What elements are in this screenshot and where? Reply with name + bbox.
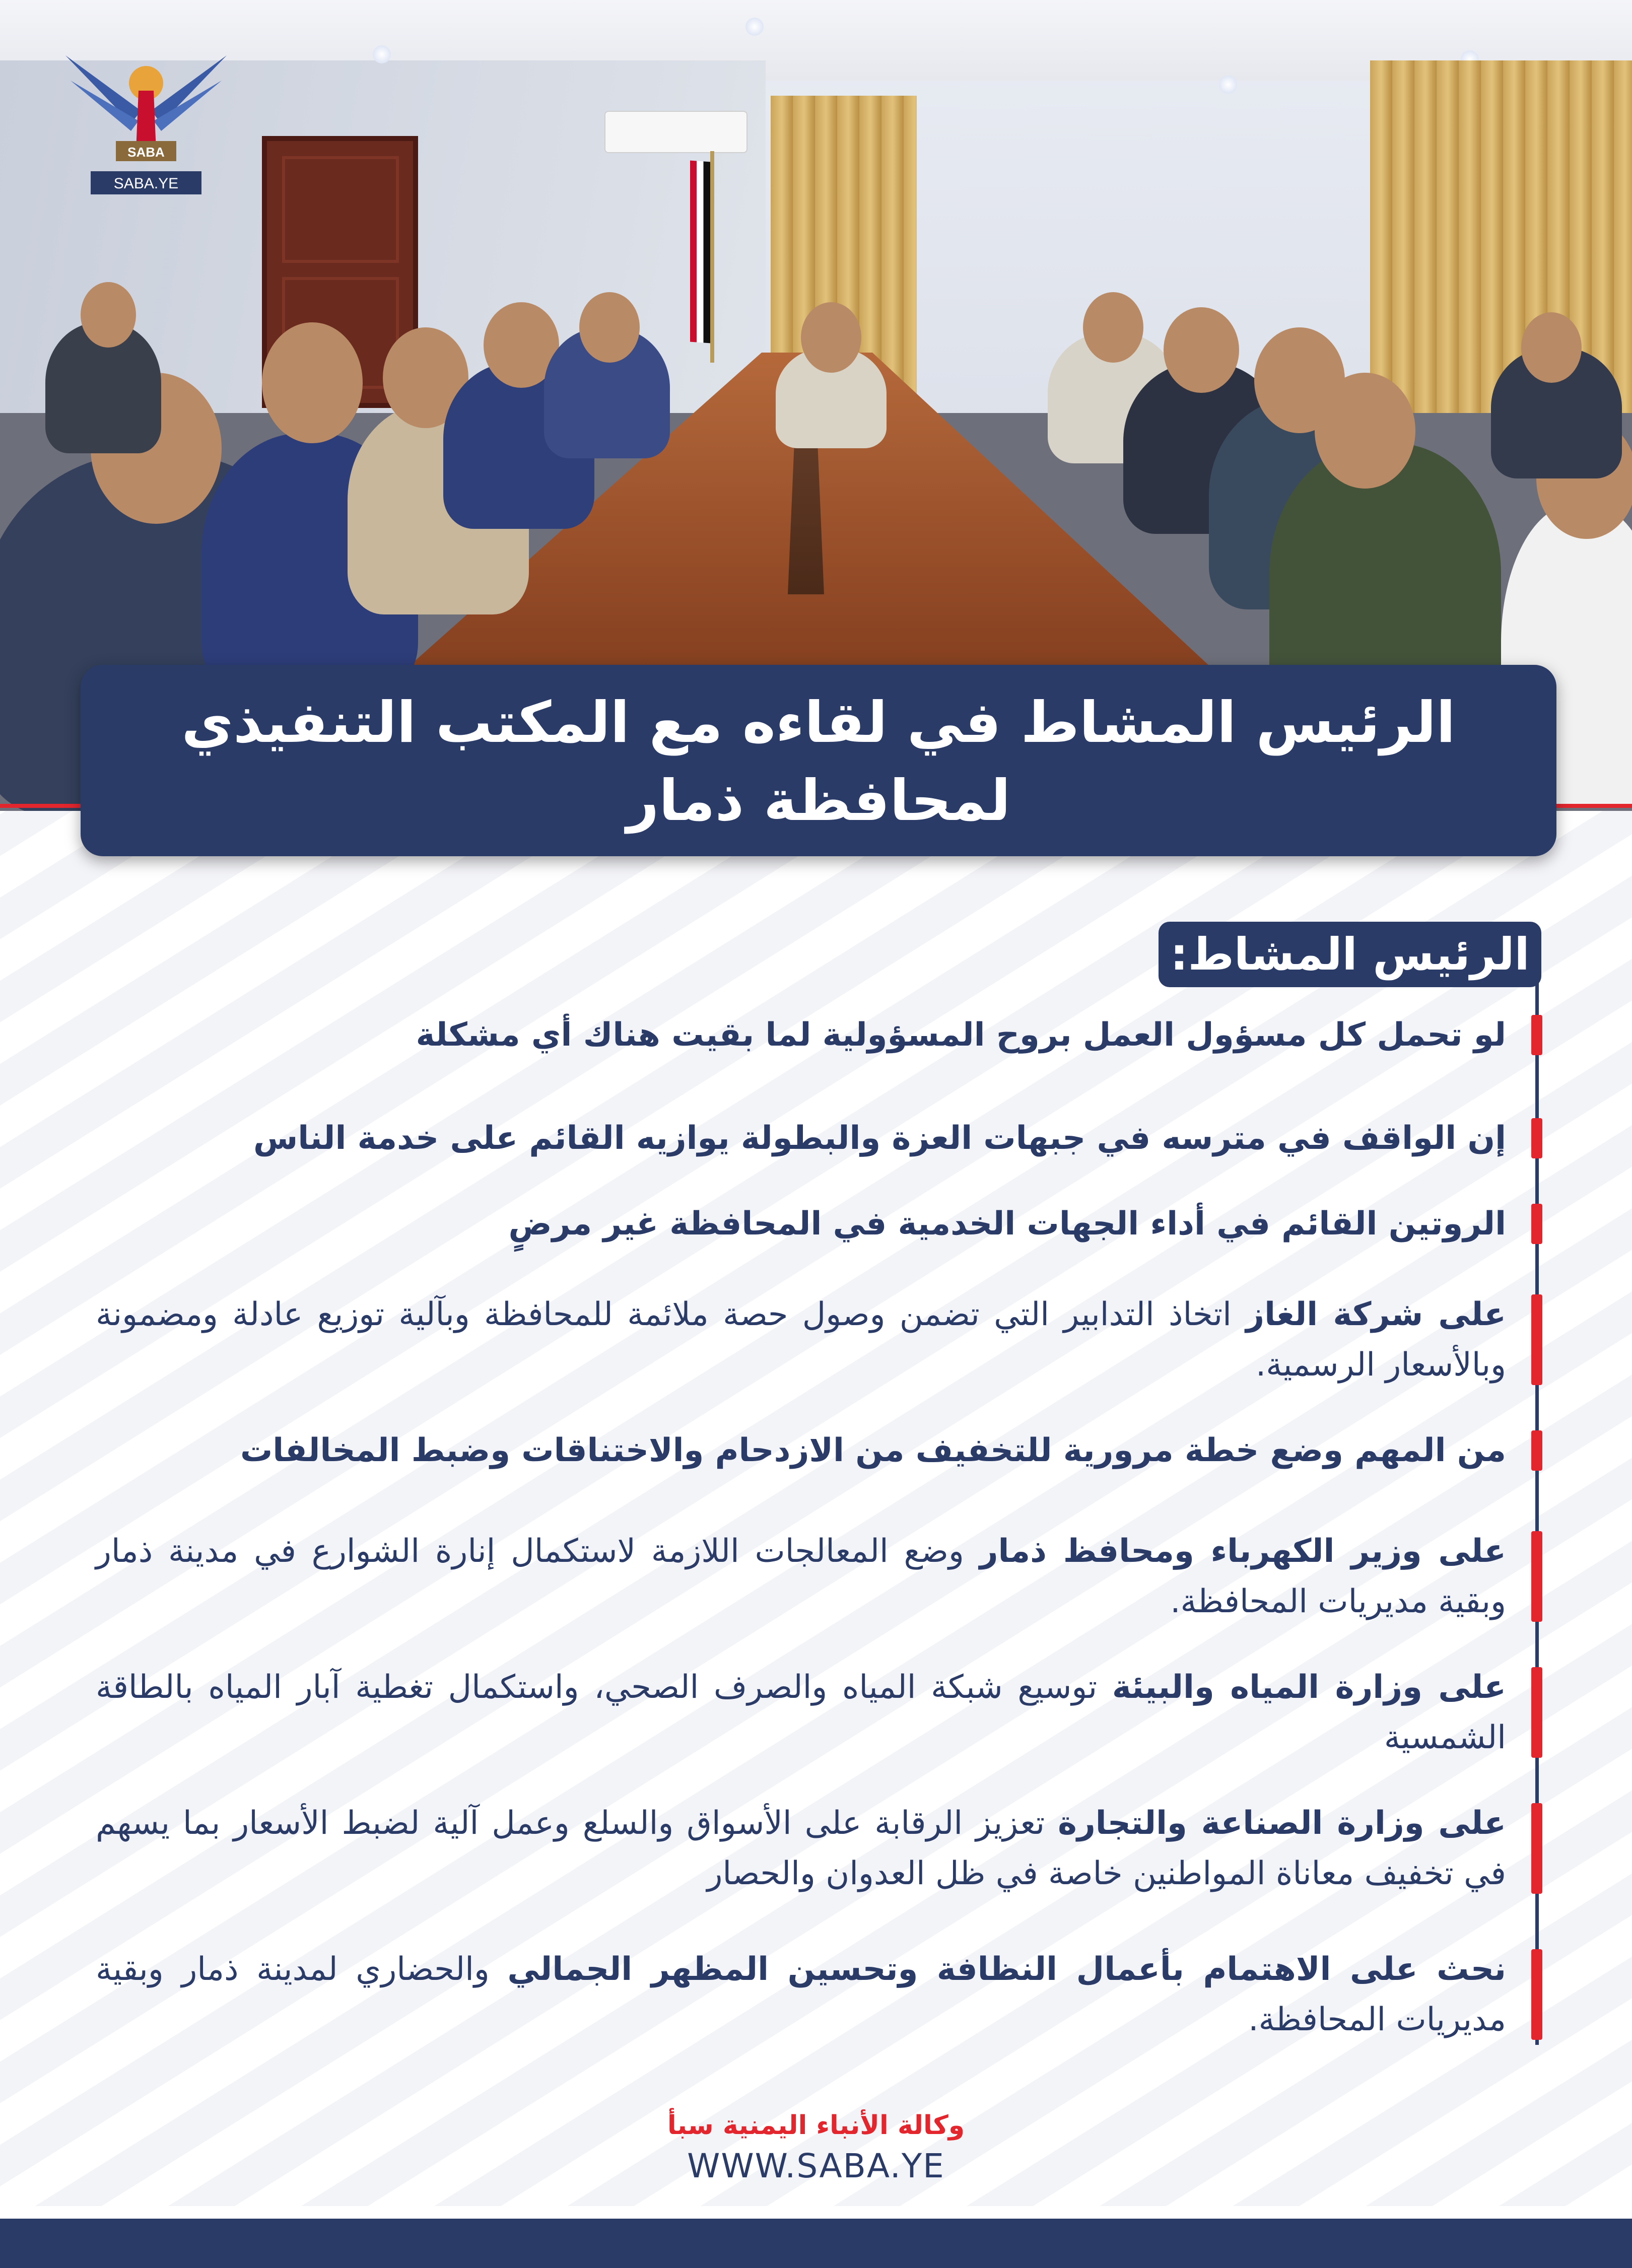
saba-logo [55, 35, 237, 201]
statement-lead: إن الواقف في مترسه في جبهات العزة والبطولة يوازيه القائم على خدمة الناس [253, 1120, 1506, 1157]
statement-body: تعزيز الرقابة على الأسواق والسلع وعمل آلية لضبط الأسعار بما يسهم في تخفيف معاناة المواطنين خاصة في ظل العدوان والحصار [96, 1805, 1506, 1892]
statement-body: توسيع شبكة المياه والصرف الصحي، واستكمال تغطية آبار المياه بالطاقة الشمسية [96, 1669, 1506, 1756]
logo-caption: SABA.YE [113, 175, 179, 192]
statement-item [96, 1662, 1506, 1763]
statement-item [96, 1010, 1506, 1060]
statement-body: اتخاذ التدابير التي تضمن وصول حصة ملائمة للمحافظة وبآلية توزيع عادلة ومضمونة وبالأسعار الرسمية. [96, 1296, 1506, 1384]
title-line-2: لمحافظة ذمار [626, 768, 1011, 834]
statement-item [96, 1526, 1506, 1627]
statement-marker [1531, 1803, 1542, 1894]
statement-lead: لو تحمل كل مسؤول العمل بروح المسؤولية لما بقيت هناك أي مشكلة [416, 1016, 1506, 1054]
statement-body: والحضاري لمدينة ذمار وبقية مديريات المحافظة. [96, 1951, 1506, 2038]
statement-item [96, 1113, 1506, 1163]
statement-lead: على وزارة المياه والبيئة [1112, 1669, 1507, 1706]
statement-lead: على وزارة الصناعة والتجارة [1058, 1805, 1507, 1842]
statement-marker [1531, 1118, 1542, 1158]
title-banner [81, 665, 1556, 856]
footer-agency-name: وكالة الأنباء اليمنية سبأ [667, 2110, 965, 2141]
logo-mark-text: SABA [127, 145, 165, 160]
statement-marker [1531, 1531, 1542, 1622]
statement-item [96, 1199, 1506, 1249]
statement-item [96, 1425, 1506, 1476]
statement-lead: على شركة الغاز [1246, 1296, 1506, 1333]
statement-item [96, 1944, 1506, 2045]
footer-bar [0, 2219, 1632, 2268]
statement-body: وضع المعالجات اللازمة لاستكمال إنارة الشوارع في مدينة ذمار وبقية مديريات المحافظة. [96, 1533, 1506, 1620]
section-header: الرئيس المشاط: [1159, 922, 1541, 987]
footer-url: WWW.SABA.YE [687, 2147, 945, 2185]
statement-lead: من المهم وضع خطة مرورية للتخفيف من الازدحام والاختناقات وضبط المخالفات [240, 1432, 1506, 1469]
statement-marker [1531, 1204, 1542, 1244]
statement-item [96, 1798, 1506, 1899]
statement-item [96, 1289, 1506, 1390]
statement-marker [1531, 1430, 1542, 1471]
title-line-1: الرئيس المشاط في لقاءه مع المكتب التنفيذي [181, 690, 1456, 755]
statement-lead: على وزير الكهرباء ومحافظ ذمار [979, 1533, 1507, 1570]
statement-marker [1531, 1015, 1542, 1055]
statement-marker [1531, 1294, 1542, 1385]
statement-marker [1531, 1949, 1542, 2040]
statement-marker [1531, 1667, 1542, 1758]
statement-lead: الروتين القائم في أداء الجهات الخدمية في المحافظة غير مرضٍ [508, 1205, 1506, 1243]
statement-lead: نحث على الاهتمام بأعمال النظافة وتحسين المظهر الجمالي [507, 1951, 1507, 1988]
